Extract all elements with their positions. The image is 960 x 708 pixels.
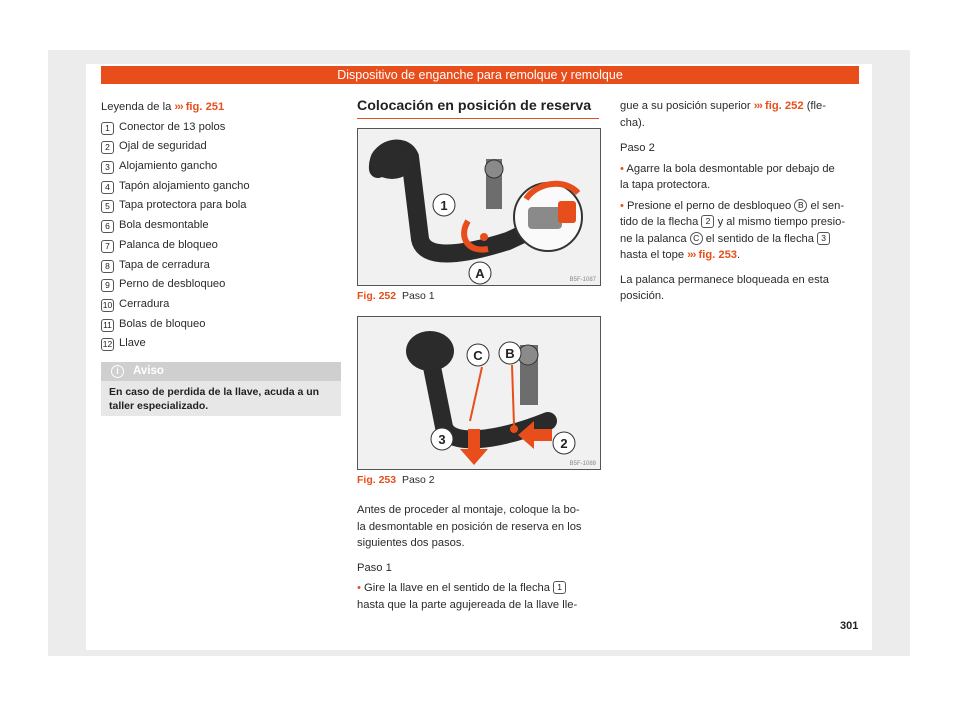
body-text: (fle- — [806, 100, 826, 112]
body-text: La palanca permanece bloqueada en esta — [620, 273, 829, 286]
bullet-icon: • — [357, 582, 361, 594]
body-text: la desmontable en posición de reserva en los — [357, 520, 582, 533]
legend-item — [101, 196, 341, 216]
body-column-3 — [620, 98, 862, 305]
legend-number: 5 — [101, 200, 114, 213]
legend-item — [101, 334, 341, 354]
cross-ref-arrows-icon: ››› — [687, 249, 696, 261]
legend-item — [101, 118, 341, 138]
legend-label: Palanca de bloqueo — [119, 238, 218, 251]
section-title: Colocación en posición de reserva — [357, 98, 599, 119]
legend-label: Conector de 13 polos — [119, 120, 226, 133]
body-text: ne la palanca — [620, 232, 687, 245]
legend-item — [101, 295, 341, 315]
legend-number: 3 — [101, 161, 114, 174]
marker-3: 3 — [438, 432, 446, 447]
legend-number: 2 — [101, 141, 114, 154]
legend-intro-text: Leyenda de la — [101, 101, 172, 113]
figure-caption-text: Paso 1 — [401, 290, 435, 302]
arrow-ref-tag: 3 — [817, 232, 830, 245]
legend-label: Tapa de cerradura — [119, 258, 210, 271]
legend-number: 6 — [101, 220, 114, 233]
legend-item — [101, 315, 341, 335]
legend-label: Tapón alojamiento gancho — [119, 179, 250, 192]
legend-label: Llave — [119, 337, 146, 350]
legend-label: Perno de desbloqueo — [119, 278, 226, 291]
figure-link[interactable]: fig. 252 — [765, 100, 804, 112]
figure-caption-text: Paso 2 — [401, 474, 435, 486]
aviso-header — [101, 362, 341, 381]
aviso-title: Aviso — [133, 365, 164, 377]
body-text: hasta que la parte agujereada de la llave lle- — [357, 598, 578, 611]
body-column-2 — [357, 502, 602, 613]
step-bullet — [357, 580, 602, 597]
body-text: Gire la llave en el sentido de la flecha — [364, 582, 550, 594]
legend-number: 4 — [101, 181, 114, 194]
legend-item — [101, 137, 341, 157]
body-text: tido de la flecha — [620, 216, 699, 228]
marker-1: 1 — [440, 198, 448, 213]
legend-number: 10 — [102, 299, 113, 310]
cross-ref-arrows-icon: ››› — [174, 101, 183, 113]
arrow-ref-tag: 1 — [553, 581, 566, 594]
legend-item — [101, 157, 341, 177]
legend-column — [101, 98, 341, 354]
legend-label: Alojamiento gancho — [119, 160, 218, 173]
legend-number: 12 — [102, 339, 113, 350]
part-ref-tag: C — [690, 232, 703, 245]
figure-label: Fig. 252 — [357, 290, 397, 302]
legend-number: 7 — [101, 240, 114, 253]
body-text: el sentido de la flecha — [705, 232, 815, 245]
body-line — [620, 247, 862, 264]
legend-number: 1 — [101, 122, 114, 135]
figure-253-caption — [357, 474, 435, 486]
legend-list — [101, 118, 341, 354]
legend-label: Bolas de bloqueo — [119, 317, 206, 330]
marker-C: C — [473, 348, 483, 363]
body-text: Presione el perno de desbloqueo — [627, 199, 792, 212]
legend-label: Tapa protectora para bola — [119, 199, 247, 212]
legend-item — [101, 256, 341, 276]
aviso-box — [101, 362, 341, 416]
marker-2: 2 — [560, 436, 568, 451]
body-text: hasta el tope — [620, 249, 685, 261]
step-bullet — [620, 161, 862, 178]
legend-intro — [101, 98, 341, 118]
legend-number: 8 — [101, 260, 114, 273]
body-text: el sen- — [810, 199, 845, 212]
figure-252-caption — [357, 290, 435, 302]
arrow-ref-tag: 2 — [701, 215, 714, 228]
info-icon: i — [111, 365, 124, 378]
cross-ref-arrows-icon: ››› — [753, 100, 762, 112]
figure-253-image — [357, 316, 601, 470]
step2-illustration — [358, 317, 600, 469]
body-text: . — [737, 249, 741, 261]
body-text: Antes de proceder al montaje, coloque la bo- — [357, 504, 580, 516]
figure-code: B5F-1087 — [569, 277, 596, 283]
body-text: Agarre la bola desmontable por debajo de — [626, 162, 835, 175]
figure-252-image — [357, 128, 601, 286]
legend-label: Bola desmontable — [119, 219, 209, 232]
body-line — [620, 231, 862, 248]
body-line — [620, 98, 862, 115]
step-heading: Paso 1 — [357, 561, 392, 574]
body-text: gue a su posición superior — [620, 100, 751, 112]
legend-item — [101, 216, 341, 236]
figure-link[interactable]: fig. 253 — [698, 249, 738, 261]
figure-link[interactable]: fig. 251 — [185, 101, 225, 113]
bullet-icon: • — [620, 199, 624, 212]
body-text: siguientes dos pasos. — [357, 537, 465, 549]
legend-number: 9 — [101, 279, 114, 292]
body-text: la tapa protectora. — [620, 179, 711, 191]
body-text: y al mismo tiempo presio- — [717, 216, 846, 228]
legend-number: 11 — [101, 319, 114, 332]
legend-label: Ojal de seguridad — [119, 140, 207, 153]
step-bullet — [620, 198, 862, 215]
marker-B: B — [505, 346, 515, 361]
body-line — [620, 214, 862, 231]
step-heading: Paso 2 — [620, 142, 655, 154]
body-text: posición. — [620, 290, 665, 302]
figure-code: B5F-1088 — [569, 461, 596, 467]
page-number: 301 — [840, 620, 859, 632]
figure-label: Fig. 253 — [357, 474, 397, 486]
aviso-text: En caso de perdida de la llave, acuda a un taller especializado. — [109, 386, 320, 412]
legend-item — [101, 177, 341, 197]
chapter-header: Dispositivo de enganche para remolque y remolque — [101, 66, 859, 84]
part-ref-tag: B — [794, 199, 807, 212]
legend-label: Cerradura — [119, 297, 170, 310]
marker-A: A — [475, 266, 485, 281]
legend-item — [101, 275, 341, 295]
bullet-icon: • — [620, 162, 624, 175]
legend-item — [101, 236, 341, 256]
step1-illustration — [358, 129, 600, 285]
body-text: cha). — [620, 116, 645, 129]
